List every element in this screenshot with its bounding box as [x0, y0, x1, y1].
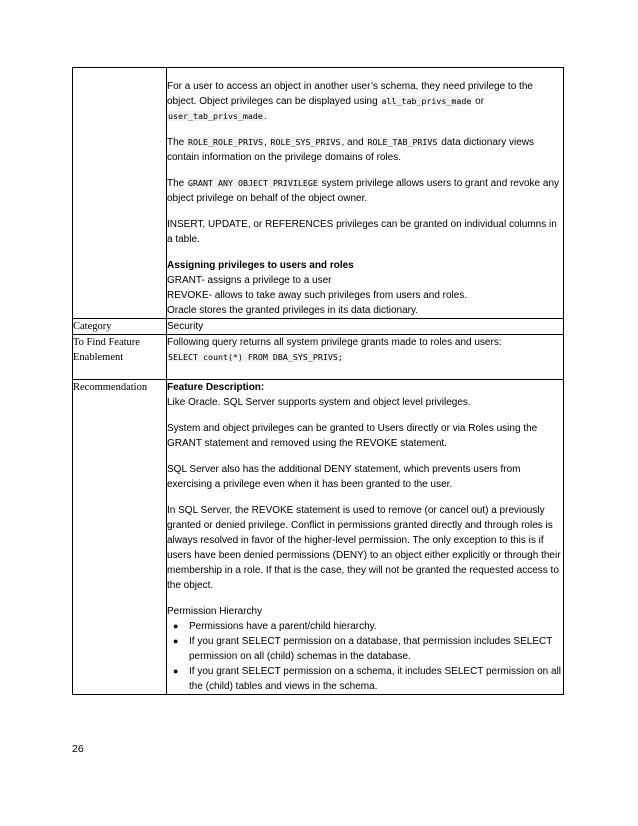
revoke-line: REVOKE- allows to take away such privileges from users and roles.	[167, 290, 468, 301]
page-number: 26	[72, 743, 84, 755]
code-role-sys-privs: ROLE_SYS_PRIVS	[270, 137, 341, 147]
bullet-icon: ●	[173, 636, 179, 646]
grant-revoke-paragraph: System and object privileges can be granted to Users directly or via Roles using the GRANT statement and removed using the REVOKE statement.	[167, 423, 538, 449]
description-cell	[167, 68, 564, 319]
recommendation-label: Recommendation	[73, 380, 167, 695]
like-oracle-text: Like Oracle. SQL Server supports system and object level privileges.	[167, 397, 471, 408]
table-row-description-continued	[73, 68, 564, 319]
data-dictionary-line: Oracle stores the granted privileges in its data dictionary.	[167, 305, 419, 316]
role-views-paragraph: The ROLE_ROLE_PRIVS, ROLE_SYS_PRIVS, and ROLE_TAB_PRIVS data dictionary views contain information on the privilege domains of roles.	[167, 137, 535, 163]
permission-hierarchy-list	[167, 619, 563, 694]
category-value: Security	[167, 319, 564, 335]
grant-any-paragraph: The GRANT ANY OBJECT PRIVILEGE system privilege allows users to grant and revoke any object privilege on behalf of the object owner.	[167, 178, 560, 204]
category-label: Category	[73, 319, 167, 335]
code-role-role-privs: ROLE_ROLE_PRIVS	[188, 137, 263, 147]
feature-description-block	[167, 380, 563, 410]
bullet-icon: ●	[173, 666, 179, 676]
list-item: ● If you grant SELECT permission on a schema, it includes SELECT permission on all the (child) tables and views in the schema.	[173, 666, 562, 692]
to-find-text: Following query returns all system privilege grants made to roles and users:	[167, 337, 502, 348]
feature-description-heading: Feature Description:	[167, 382, 265, 393]
grant-line: GRANT- assigns a privilege to a user	[167, 275, 332, 286]
empty-label-cell	[73, 68, 167, 319]
table-row-recommendation	[73, 380, 564, 695]
code-grant-any-object-privilege: GRANT ANY OBJECT PRIVILEGE	[188, 178, 318, 188]
code-role-tab-privs: ROLE_TAB_PRIVS	[367, 137, 438, 147]
list-item: ● If you grant SELECT permission on a database, that permission includes SELECT permission on all (child) schemas in the database.	[173, 636, 553, 662]
assigning-heading: Assigning privileges to users and roles	[167, 260, 354, 271]
deny-paragraph: SQL Server also has the additional DENY statement, which prevents users from exercising a privilege even when it has been granted to the user.	[167, 464, 521, 490]
revoke-conflict-paragraph: In SQL Server, the REVOKE statement is used to remove (or cancel out) a previously granted or denied privilege. Conflict in permissions granted directly and through roles is always resolved in favor of the higher-level permission. The only exception to this is if users have been denied permissions (DENY) to an object either explicitly or through their membership in a role. If that is the case, they will not be granted the requested access to the object.	[167, 505, 561, 591]
permission-hierarchy-title: Permission Hierarchy	[167, 606, 263, 617]
object-privileges-paragraph: For a user to access an object in another user’s schema, they need privilege to the object. Object privileges can be displayed using all_tab_privs_made or user_tab_privs_made.	[167, 81, 533, 122]
column-privileges-paragraph: INSERT, UPDATE, or REFERENCES privileges can be granted on individual columns in a table.	[167, 219, 557, 245]
table-row-to-find	[73, 335, 564, 380]
assigning-privileges-block	[167, 258, 563, 318]
code-user-tab-privs-made: user_tab_privs_made	[168, 111, 263, 121]
to-find-label: To Find Feature Enablement	[73, 335, 167, 380]
code-all-tab-privs-made: all_tab_privs_made	[381, 96, 472, 106]
feature-table	[72, 67, 564, 695]
list-item: ● Permissions have a parent/child hierarchy.	[173, 621, 377, 632]
table-row-category	[73, 319, 564, 335]
select-query-code: SELECT count(*) FROM DBA_SYS_PRIVS;	[168, 352, 343, 362]
to-find-cell	[167, 335, 564, 380]
recommendation-cell	[167, 380, 564, 695]
bullet-icon: ●	[173, 621, 179, 631]
